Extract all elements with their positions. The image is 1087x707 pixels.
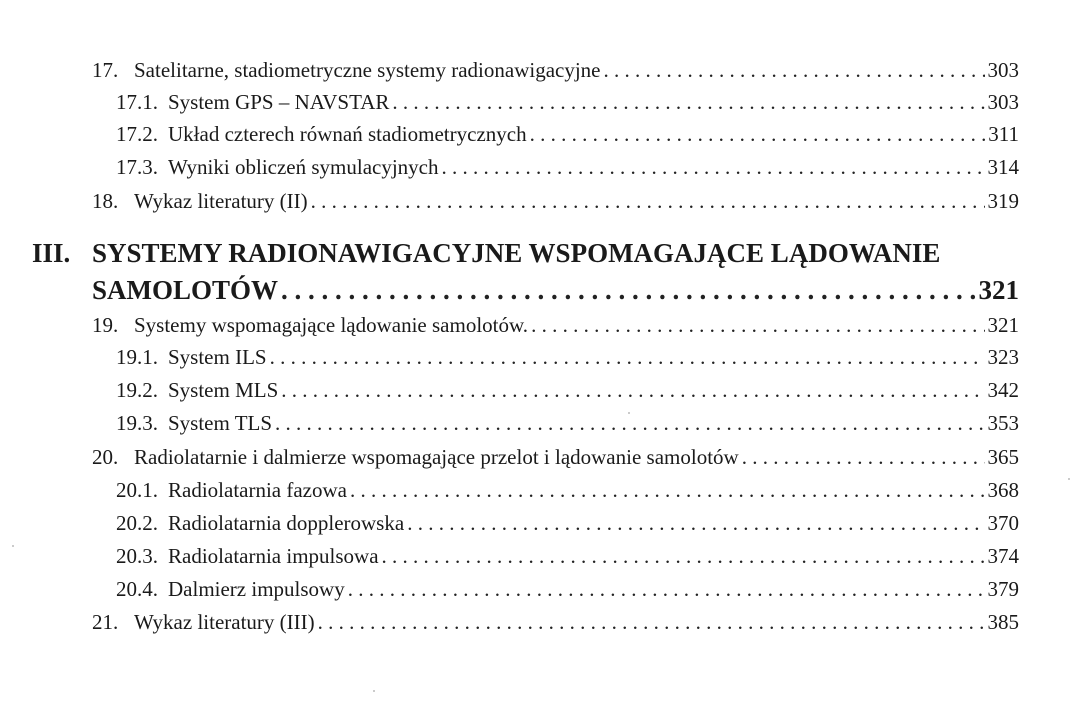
entry-number: 17. (92, 58, 119, 82)
toc-entry-17-3 (116, 154, 1019, 180)
toc-entry-20-3 (116, 543, 1019, 569)
toc-entry-18 (92, 188, 1019, 214)
toc-entry-19 (92, 312, 1019, 338)
entry-page: 353 (987, 411, 1019, 435)
dot-leader (442, 154, 985, 180)
dot-leader (311, 188, 985, 214)
dot-leader (350, 477, 985, 503)
toc-entry-19-2 (116, 377, 1019, 403)
part-heading (32, 237, 940, 269)
part-title-line1: SYSTEMY RADIONAWIGACYJNE WSPOMAGAJĄCE LĄDOWANIE (92, 238, 941, 268)
entry-page: 303 (987, 58, 1019, 82)
entry-title: Układ czterech równań stadiometrycznych (168, 122, 527, 146)
dot-leader (281, 274, 975, 306)
toc-entry-20-4 (116, 576, 1019, 602)
dot-leader (348, 576, 985, 602)
entry-title: Radiolatarnia fazowa (168, 478, 347, 502)
toc-entry-21 (92, 609, 1019, 635)
toc-entry-19-1 (116, 344, 1019, 370)
scan-speck (628, 412, 630, 414)
entry-number: 20.3. (116, 544, 158, 568)
scan-speck (12, 545, 14, 547)
entry-number: 21. (92, 610, 119, 634)
entry-title: Wykaz literatury (II) (134, 189, 308, 213)
entry-number: 17.2. (116, 122, 158, 146)
entry-page: 311 (988, 122, 1019, 146)
entry-number: 19.2. (116, 378, 158, 402)
entry-page: 303 (987, 90, 1019, 114)
entry-title: System TLS (168, 411, 273, 435)
entry-page: 323 (987, 345, 1019, 369)
entry-title: Dalmierz impulsowy (168, 577, 345, 601)
dot-leader (531, 312, 984, 338)
entry-page: 385 (987, 610, 1019, 634)
entry-number: 19. (92, 313, 119, 337)
dot-leader (275, 410, 984, 436)
entry-title: Radiolatarnie i dalmierze wspomagające przelot i lądowanie samolotów (134, 445, 739, 469)
dot-leader (392, 89, 984, 115)
entry-page: 365 (987, 445, 1019, 469)
toc-entry-20-1 (116, 477, 1019, 503)
toc-entry-17-2 (116, 121, 1019, 147)
dot-leader (270, 344, 985, 370)
entry-number: 20.2. (116, 511, 158, 535)
scan-speck (373, 690, 375, 692)
entry-number: 17.3. (116, 155, 158, 179)
entry-page: 368 (987, 478, 1019, 502)
entry-number: 20.4. (116, 577, 158, 601)
dot-leader (604, 57, 985, 83)
entry-title: Radiolatarnia impulsowa (168, 544, 379, 568)
entry-title: Systemy wspomagające lądowanie samolotów. (134, 313, 529, 337)
entry-page: 319 (987, 189, 1019, 213)
toc-entry-17-1 (116, 89, 1019, 115)
entry-number: 20. (92, 445, 119, 469)
entry-title: Wykaz literatury (III) (134, 610, 315, 634)
toc-entry-20 (92, 444, 1019, 470)
entry-title: Satelitarne, stadiometryczne systemy radionawigacyjne (134, 58, 601, 82)
scan-speck (1068, 478, 1070, 480)
dot-leader (382, 543, 985, 569)
entry-number: 17.1. (116, 90, 158, 114)
entry-page: 314 (987, 155, 1019, 179)
dot-leader (530, 121, 986, 147)
entry-page: 370 (987, 511, 1019, 535)
part-page: 321 (978, 275, 1019, 305)
entry-page: 321 (987, 313, 1019, 337)
toc-entry-17 (92, 57, 1019, 83)
part-heading-line2 (92, 274, 1019, 306)
entry-page: 374 (987, 544, 1019, 568)
entry-title: System GPS – NAVSTAR (168, 90, 390, 114)
dot-leader (742, 444, 985, 470)
entry-title: Wyniki obliczeń symulacyjnych (168, 155, 439, 179)
part-title-line2: SAMOLOTÓW (92, 275, 279, 305)
entry-page: 342 (987, 378, 1019, 402)
entry-number: 18. (92, 189, 119, 213)
toc-entry-20-2 (116, 510, 1019, 536)
part-number: III. (32, 238, 71, 268)
entry-page: 379 (987, 577, 1019, 601)
toc-entry-19-3 (116, 410, 1019, 436)
entry-title: System ILS (168, 345, 267, 369)
dot-leader (318, 609, 985, 635)
entry-title: Radiolatarnia dopplerowska (168, 511, 405, 535)
entry-title: System MLS (168, 378, 279, 402)
entry-number: 20.1. (116, 478, 158, 502)
dot-leader (407, 510, 984, 536)
entry-number: 19.3. (116, 411, 158, 435)
entry-number: 19.1. (116, 345, 158, 369)
dot-leader (281, 377, 984, 403)
